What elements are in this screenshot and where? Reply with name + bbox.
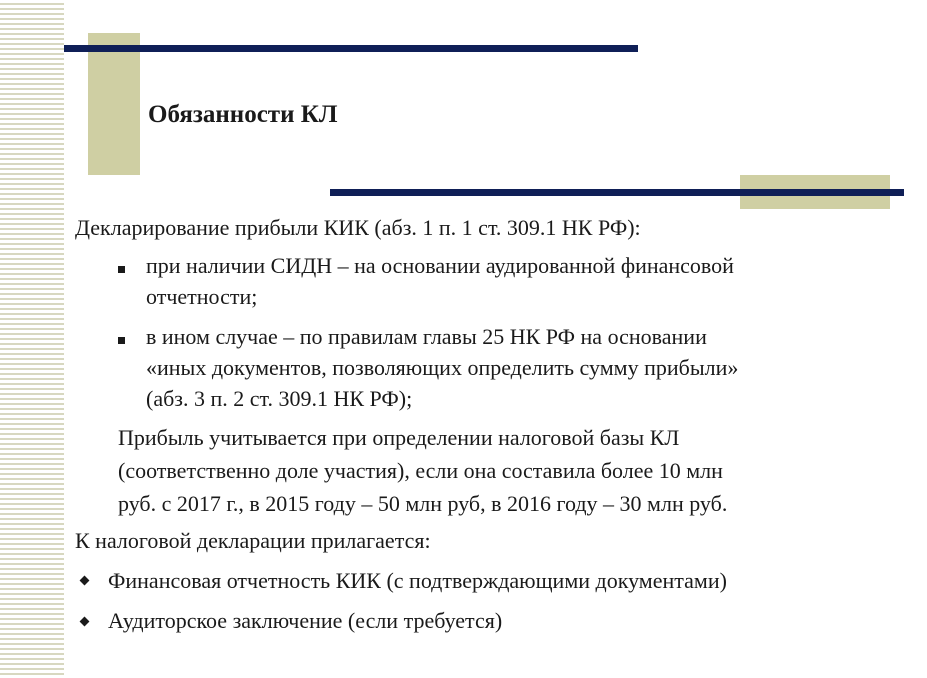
title-rule-top xyxy=(64,45,638,52)
bullet-1-line-1: при наличии СИДН – на основании аудированной финансовой xyxy=(146,253,734,278)
title-rule-bottom xyxy=(330,189,904,196)
attachments-heading: К налоговой декларации прилагается: xyxy=(75,528,431,553)
diamond-bullet-icon xyxy=(80,617,90,627)
bullet-2-line-2: «иных документов, позволяющих определить сумму прибыли» xyxy=(146,355,739,380)
profit-text-line-3: руб. с 2017 г., в 2015 году – 50 млн руб, в 2016 году – 30 млн руб. xyxy=(118,491,728,516)
profit-text-line-1: Прибыль учитывается при определении налоговой базы КЛ xyxy=(118,425,680,450)
slide-title: Обязанности КЛ xyxy=(148,101,338,128)
bullet-2-line-1: в ином случае – по правилам главы 25 НК РФ на основании xyxy=(146,324,707,349)
lead-text: Декларирование прибыли КИК (абз. 1 п. 1 ст. 309.1 НК РФ): xyxy=(75,215,641,240)
bullet-2-line-3: (абз. 3 п. 2 ст. 309.1 НК РФ); xyxy=(146,386,413,411)
attachment-item-1: Финансовая отчетность КИК (с подтверждающими документами) xyxy=(108,568,727,593)
striped-margin xyxy=(0,0,64,678)
profit-text-line-2: (соответственно доле участия), если она составила более 10 млн xyxy=(118,458,723,483)
bullet-1-line-2: отчетности; xyxy=(146,284,258,309)
diamond-bullet-icon xyxy=(80,576,90,586)
decor-block-top xyxy=(88,33,140,175)
square-bullet-icon xyxy=(118,337,125,344)
square-bullet-icon xyxy=(118,266,125,273)
attachment-item-2: Аудиторское заключение (если требуется) xyxy=(108,608,503,633)
